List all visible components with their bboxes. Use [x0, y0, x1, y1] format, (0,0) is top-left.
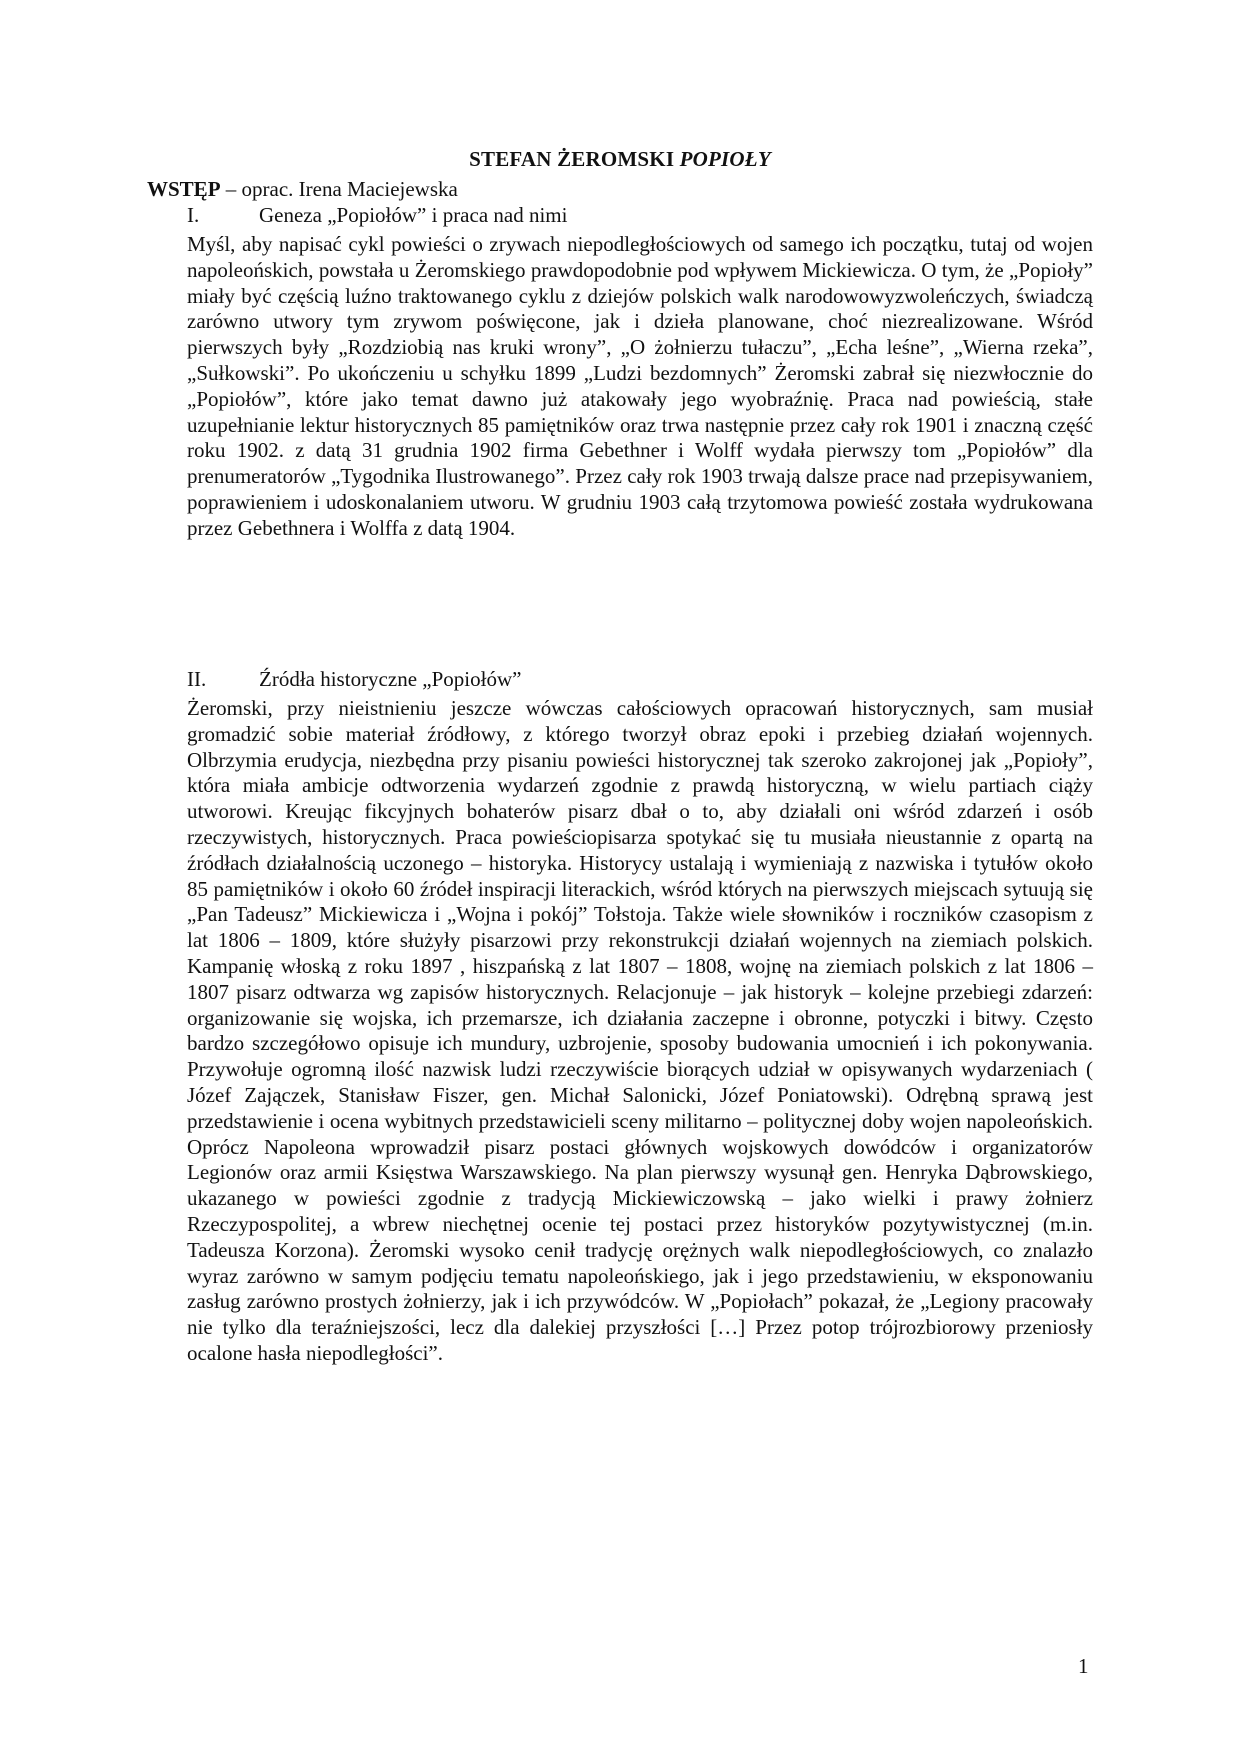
title-work: POPIOŁY	[679, 147, 771, 171]
section-number: II.	[187, 667, 207, 691]
title-author: STEFAN ŻEROMSKI	[469, 147, 680, 171]
section-title: Geneza „Popiołów” i praca nad nimi	[259, 203, 568, 227]
section-paragraph-1: Myśl, aby napisać cykl powieści o zrywach niepodległościowych od samego ich początku, tutaj od wojen napoleońskich, powstała u Żeromskiego prawdopodobnie pod wpływem Mickiewicza. O tym, że „Popioły” miały być częścią luźno traktowanego cyklu z dziejów polskich walk narodowowyzwoleńczych, świadczą zarówno utwory tym zrywom poświęcone, jak i dzieła planowane, choć niezrealizowane. Wśród pierwszych były „Rozdziobią nas kruki wrony”, „O żołnierzu tułaczu”, „Echa leśne”, „Wierna rzeka”, „Sułkowski”. Po ukończeniu u schyłku 1899 „Ludzi bezdomnych” Żeromski zabrał się niezwłocznie do „Popiołów”, które jako temat dawno już atakowały jego wyobraźnię. Praca nad powieścią, stałe uzupełnianie lektur historycznych 85 pamiętników oraz trwa następnie przez cały rok 1901 i znaczną część roku 1902. z datą 31 grudnia 1902 firma Gebethner i Wolff wydała pierwszy tom „Popiołów” dla prenumeratorów „Tygodnika Ilustrowanego”. Przez cały rok 1903 trwają dalsze prace nad przepisywaniem, poprawieniem i udoskonalaniem utworu. W grudniu 1903 całą trzytomowa powieść została wydrukowana przez Gebethnera i Wolffa z datą 1904.	[187, 232, 1093, 540]
page-number: 1	[1078, 1654, 1089, 1678]
intro-author: – oprac. Irena Maciejewska	[220, 177, 458, 201]
intro-line	[147, 177, 458, 202]
section-paragraph-2: Żeromski, przy nieistnieniu jeszcze wówczas całościowych opracowań historycznych, sam musiał gromadzić sobie materiał źródłowy, z którego tworzył obraz epoki i przebieg działań wojennych. Olbrzymia erudycja, niezbędna przy pisaniu powieści historycznej tak szeroko zakrojonej jak „Popioły”, która miała ambicje odtworzenia wydarzeń zgodnie z prawdą historyczną, w wielu partiach ciąży utworowi. Kreując fikcyjnych bohaterów pisarz dbał o to, aby działali oni wśród zdarzeń i osób rzeczywistych, historycznych. Praca powieściopisarza spotykać się tu musiała nieustannie z opartą na źródłach działalnością uczonego – historyka. Historycy ustalają i wymieniają z nazwiska i tytułów około 85 pamiętników i około 60 źródeł inspiracji literackich, wśród których na pierwszych miejscach sytuują się „Pan Tadeusz” Mickiewicza i „Wojna i pokój” Tołstoja. Także wiele słowników i roczników czasopism z lat 1806 – 1809, które służyły pisarzowi przy rekonstrukcji działań wojennych na ziemiach polskich. Kampanię włoską z roku 1897 , hiszpańską z lat 1807 – 1808, wojnę na ziemiach polskich z lat 1806 – 1807 pisarz odtwarza wg zapisów historycznych. Relacjonuje – jak historyk – kolejne przebiegi zdarzeń: organizowanie się wojska, ich przemarsze, ich działania zaczepne i obronne, potyczki i bitwy. Często bardzo szczegółowo opisuje ich mundury, uzbrojenie, sposoby budowania umocnień i ich pokonywania. Przywołuje ogromną ilość nazwisk ludzi rzeczywiście biorących udział w opisywanych wydarzeniach ( Józef Zajączek, Stanisław Fiszer, gen. Michał Salonicki, Józef Poniatowski). Odrębną sprawą jest przedstawienie i ocena wybitnych przedstawicieli sceny militarno – politycznej doby wojen napoleońskich. Oprócz Napoleona wprowadził pisarz postaci głównych wojskowych dowódców i organizatorów Legionów oraz armii Księstwa Warszawskiego. Na plan pierwszy wysunął gen. Henryka Dąbrowskiego, ukazanego w powieści zgodnie z tradycją Mickiewiczowską – jako wielki i prawy żołnierz Rzeczypospolitej, a wbrew niechętnej ocenie tej postaci przez historyków pozytywistycznej (m.in. Tadeusza Korzona). Żeromski wysoko cenił tradycję orężnych walk niepodległościowych, co znalazło wyraz zarówno w samym podjęciu tematu napoleońskiego, jak i jego przedstawieniu, w eksponowaniu zasług zarówno prostych żołnierzy, jak i ich przywódców. W „Popiołach” pokazał, że „Legiony pracowały nie tylko dla teraźniejszości, lecz dla dalekiej przyszłości […] Przez potop trójrozbiorowy przeniosły ocalone hasła niepodległości”.	[187, 696, 1093, 1365]
section-heading-1	[187, 203, 567, 228]
section-number: I.	[187, 203, 200, 227]
document-title	[0, 147, 1240, 172]
intro-label: WSTĘP	[147, 177, 221, 201]
section-heading-2	[187, 667, 521, 692]
section-title: Źródła historyczne „Popiołów”	[259, 667, 522, 691]
